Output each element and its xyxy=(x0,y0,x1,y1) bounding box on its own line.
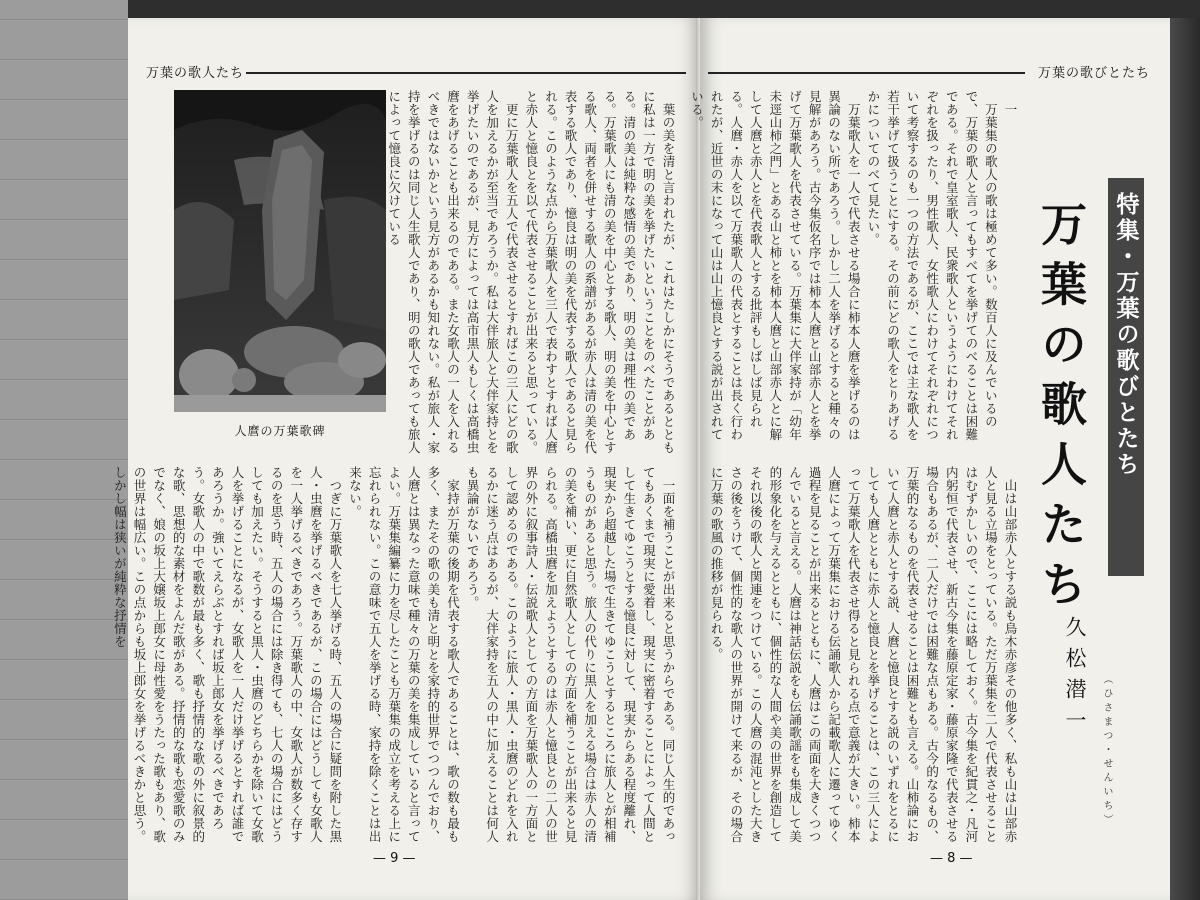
paragraph: 更に万葉歌人を五人で代表させるとすればこの三人にどの歌人を加えるかが至当であろうか。私は大伴旅人と大伴家持とを挙げたいのであるが、見方によっては高市黒人もしくは高橋虫麿をあげることも出来るのである。また女歌人の一人を入れるべきではないかという見方があるかも知れない。私が旅人・家持を挙げるのは同じ人生歌人であり、明の歌人であっても旅人によって憶良に欠けている xyxy=(386,90,520,454)
photo-caption: 人麿の万葉歌碑 xyxy=(234,424,326,438)
page-number-right: — 8 — xyxy=(930,851,973,866)
body-text-left-lower xyxy=(112,466,678,846)
paragraph: 一面を補うことが出来ると思うからである。同じ人生的であってもあくまで現実に愛着し、現実に密着することによって人間として生きてゆこうとする憶良に対して、現実からある程度離れ、現実から超越した場で生きてゆこうとするところに旅人とが相補うものがあると思う。旅人の代りに黒人を加える場合は赤人の清の美を補い、更に自然歌人としての方面を補うことが出来ると見られる。高橋虫麿を加えようとするのは赤人と憶良との二人の世界の外に叙事詩人・伝説歌人としての方面を万葉歌人の一方面として認めるのである。このように旅人・黒人・虫麿のどれを入れるかに迷う点はあるが、大伴家持を五人の中に加えることは何人も異論がないであろう。 xyxy=(465,466,676,843)
paragraph: 山は山部赤人とする説も鳥木赤彦その他多く、私も山は山部赤人と見る立場をとっている。ただ万葉集を二人で代表させることはむずかしいので、ここには略しておく。古今集を紀貫之・凡河内躬恒で代表させ、新古今集を藤原定家・藤原家隆で代表させる場合もあるが、二人だけでは困難な点もある。古今的なるもの、万葉的なるものを代表させることは困難とも言える。山柿論において人麿と赤人とする説、人麿と憶良とする説のいずれをとるにしても人麿とともに赤人と憶良とを挙げることは、この三人によって万葉歌人を代表させ得ると見られる点で意義が大きい。柿本人麿によって万葉集における伝誦歌人から記載歌人に遷ってゆく過程を見ることが出来るとともに、人麿はこの両面を大きくつつんでいると言える。人麿は神話伝説をも伝誦歌謡をも集成して美的形象化を与えるとともに、個性的な人間や美の世界を創造してそれ以後の歌人と関連をつけている。この人麿の混沌とした大きさの後をうけて、個性的な歌人の世界が開けて来るが、その場合に万葉の歌風の推移が見られる。 xyxy=(709,466,1018,843)
running-head-left: 万葉の歌人たち xyxy=(146,66,245,81)
paragraph: 万葉集の歌人の歌は極めて多い。数百人に及んでいるので、万葉の歌人と言ってもすべてを挙げてのべることは困難である。それで皇室歌人、民衆歌人というようにわけてそれぞれを扱ったり、男性歌人、女性歌人にわけてそれぞれについて考察するのも一つの方法であるが、ここでは主な歌人を若干挙げて扱うことにする。その前にどの歌人をとりあげるかについてのべて見たい。 xyxy=(865,90,999,441)
running-head-right: 万葉の歌びとたち xyxy=(1037,66,1150,81)
page-right xyxy=(689,18,1170,900)
section-mark: 一 xyxy=(1003,102,1018,116)
author-name: 久松潜一 xyxy=(1063,616,1087,740)
background-right-edge xyxy=(1170,18,1200,900)
header-rule-right xyxy=(708,72,1025,74)
body-text-left-upper xyxy=(386,90,678,460)
body-text-right-upper xyxy=(689,90,1020,450)
page-left xyxy=(112,18,700,900)
header-rule-left xyxy=(246,72,686,74)
monument-photo xyxy=(174,90,386,412)
paragraph: 家持が万葉の後期を代表する歌人であることは、歌の数も最も多く、またその歌の美も清と明とを家持的世界でつつんでおり、人麿とは異なった意味で種々の万葉の美を集成していると言ってよい。万葉集編纂に力を尽したことも万葉集の成立を考える上に忘れられない。この意味で五人を挙げる時、家持を除くことは出来ない。 xyxy=(347,466,461,843)
feature-label: 特集・万葉の歌びとたち xyxy=(1108,178,1144,576)
page-number-left: — 9 — xyxy=(373,851,416,866)
paragraph: つぎに万葉歌人を七人挙げる時、五人の場合に疑問を附した黒人・虫麿を挙げるべきであるが、この場合にはどうしても女歌人を一人挙げるべきであろう。万葉歌人の中、女歌人が数多く存するのを思う時、五人の場合には除き得ても、七人の場合にはどうしても加えたい。そうすると黒人・虫麿のどちらかを除いて女歌人を挙げることになるが、女歌人を一人だけ挙げるとすれば誰であろうか。強いてえらぶとすれば坂上郎女を挙げるべきであろう。女歌人の中で歌数が最も多く、歌も抒情的な歌の外に叙景的な歌、思想的な素材をよんだ歌がある。抒情的な歌も恋愛歌のみでなく、娘の坂上大嬢坂上郎女に母性愛をうたった歌もあり、歌の世界は幅広い。この点からも坂上郎女を挙げるべきかと思う。しかし幅は狭いが純粋な抒情を xyxy=(112,466,343,843)
author-reading: （ひさまつ・せんいち） xyxy=(1101,674,1112,828)
paragraph: 万葉歌人を一人で代表させる場合に柿本人麿を挙げるのは異論のない所であろう。しかし二人を挙げるとすると種々の見解があろう。古今集仮名序では柿本人麿と山部赤人とを挙げて万葉歌人を代表させている。万葉集に大伴家持が「幼年未逕山柿之門」とある山と柿とを柿本人麿と山部赤人とに解して人麿と赤人とを代表歌人とする批評もしばしば見られる。人麿・赤人を以て万葉歌人の代表とすることは長く行われたが、近世の末になって山は山上憶良とする説が出されている。 xyxy=(689,90,862,441)
paragraph: 葉の美を清と言われたが、これはたしかにそうであるとともに私は一方で明の美を挙げたいということをのべたことがある。清の美は純粋な感情の美であり、明の美は理性の美である。万葉歌人にも清の美を中心とする歌人、明の美を中心とする歌人、両者を併せする歌人の系譜があるが赤人は清の美を代表する歌人であり、憶良は明の美を代表する歌人であると見られる。このような点から万葉歌人を三人で表わすとすれば人麿と赤人と憶良とを以て代表させることが出来ると思っている。 xyxy=(523,90,676,454)
article-title-block xyxy=(1023,88,1158,848)
body-text-right-lower xyxy=(709,466,1020,846)
background-top xyxy=(0,0,1200,18)
article-title: 万葉の歌人たち xyxy=(1034,200,1088,620)
photo-figure xyxy=(174,90,386,446)
